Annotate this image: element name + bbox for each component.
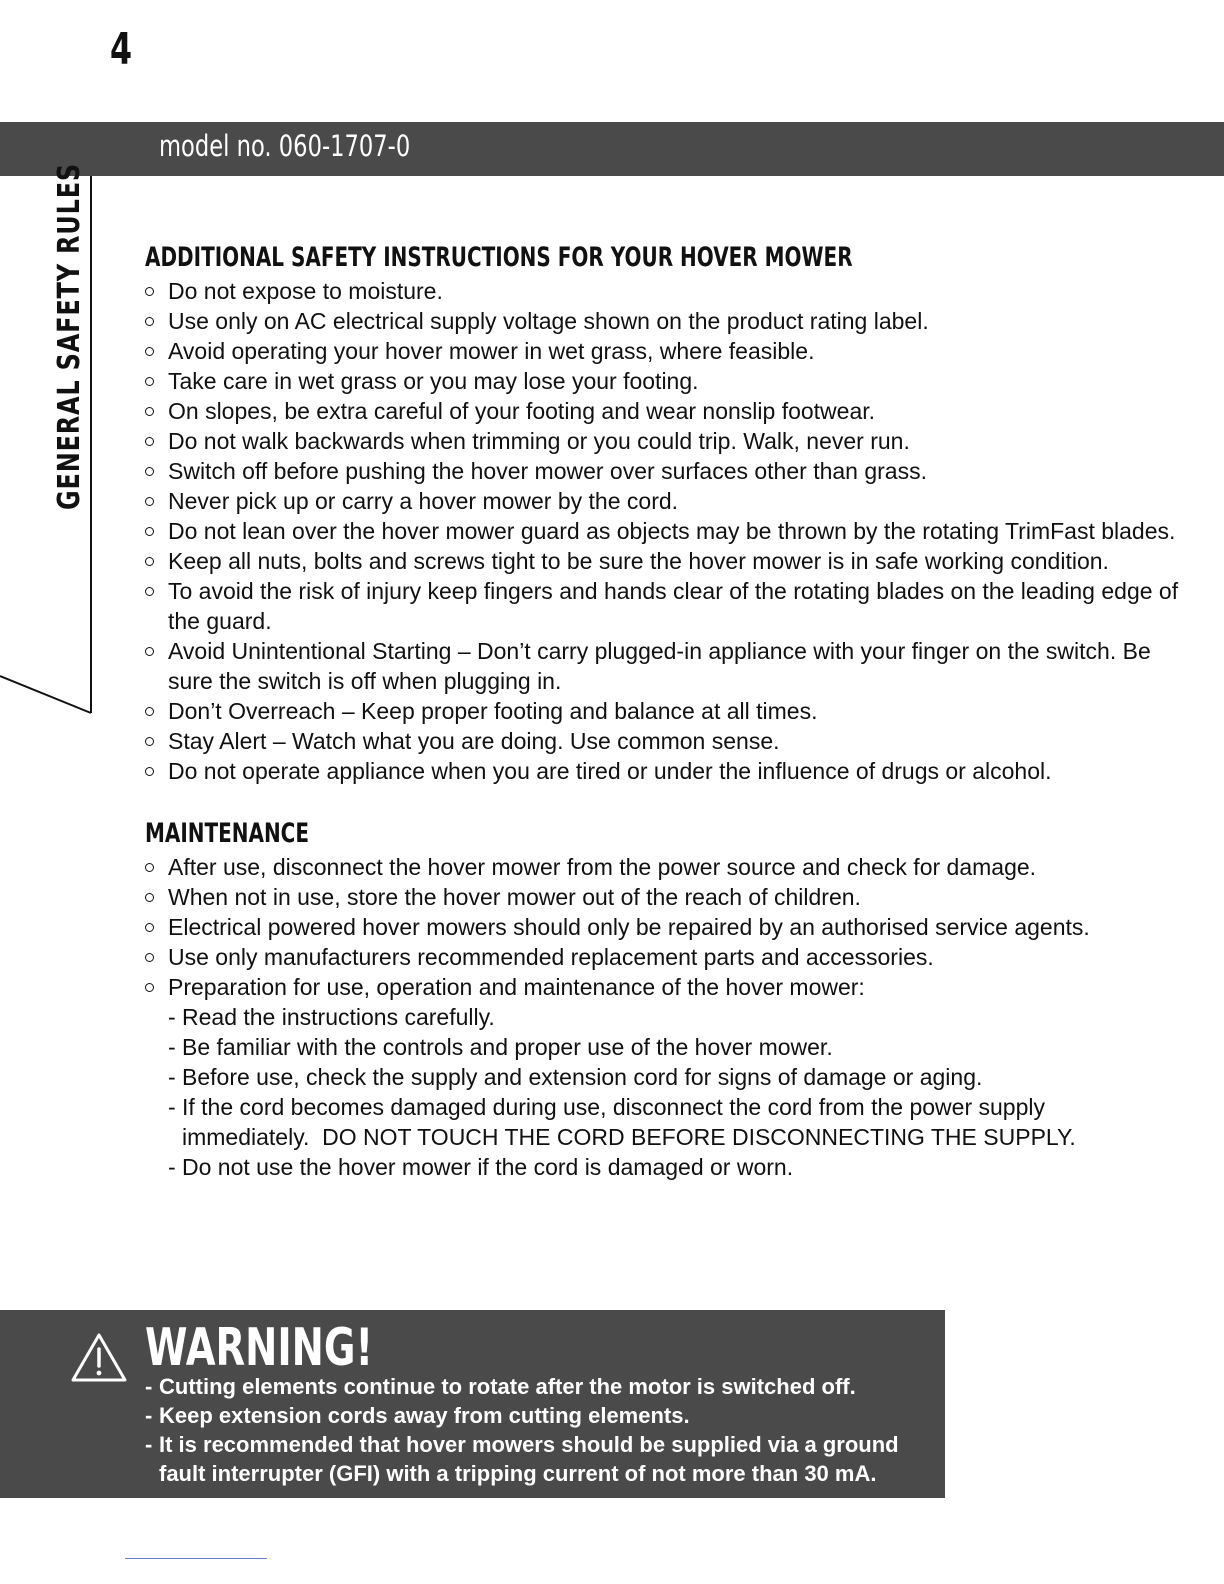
warning-item: - Cutting elements continue to rotate after the motor is switched off. — [145, 1372, 935, 1401]
sub-list-item: - Before use, check the supply and extension cord for signs of damage or aging. — [168, 1062, 1185, 1092]
sub-list-item: - Do not use the hover mower if the cord is damaged or worn. — [168, 1152, 1185, 1182]
list-item: Stay Alert – Watch what you are doing. Use common sense. — [145, 726, 1185, 756]
maintenance-list — [145, 852, 1185, 1002]
warning-item: - Keep extension cords away from cutting elements. — [145, 1401, 935, 1430]
list-item: After use, disconnect the hover mower from the power source and check for damage. — [145, 852, 1185, 882]
list-item: Use only on AC electrical supply voltage shown on the product rating label. — [145, 306, 1185, 336]
side-tab-label: GENERAL SAFETY RULES — [52, 163, 87, 510]
warning-item: - It is recommended that hover mowers should be supplied via a ground fault interrupter (GFI) with a tripping current of not more than 30 mA. — [145, 1430, 935, 1488]
list-item: On slopes, be extra careful of your footing and wear nonslip footwear. — [145, 396, 1185, 426]
main-content — [145, 240, 1185, 1182]
list-item: Keep all nuts, bolts and screws tight to be sure the hover mower is in safe working condition. — [145, 546, 1185, 576]
warning-title: WARNING! — [145, 1318, 373, 1378]
sub-list-item-text: If the cord becomes damaged during use, disconnect the cord from the power supply immediately. — [182, 1094, 1045, 1150]
sub-list-item-emphasis: DO NOT TOUCH THE CORD BEFORE DISCONNECTING THE SUPPLY. — [322, 1124, 1076, 1150]
list-item: Use only manufacturers recommended replacement parts and accessories. — [145, 942, 1185, 972]
list-item: Switch off before pushing the hover mower over surfaces other than grass. — [145, 456, 1185, 486]
list-item: Electrical powered hover mowers should only be repaired by an authorised service agents. — [145, 912, 1185, 942]
list-item: Do not walk backwards when trimming or you could trip. Walk, never run. — [145, 426, 1185, 456]
maintenance-section-title: MAINTENANCE — [145, 818, 310, 849]
list-item: Avoid Unintentional Starting – Don’t carry plugged-in appliance with your finger on the switch. Be sure the switch is off when plugging in. — [145, 636, 1185, 696]
list-item: Avoid operating your hover mower in wet grass, where feasible. — [145, 336, 1185, 366]
sub-list-item: - Be familiar with the controls and proper use of the hover mower. — [168, 1032, 1185, 1062]
sub-list-item: - Read the instructions carefully. — [168, 1002, 1185, 1032]
list-item: Do not lean over the hover mower guard as objects may be thrown by the rotating TrimFast blades. — [145, 516, 1185, 546]
warning-list — [145, 1372, 935, 1488]
page-number: 4 — [110, 24, 133, 75]
safety-list — [145, 276, 1185, 786]
list-item: Do not expose to moisture. — [145, 276, 1185, 306]
list-item: To avoid the risk of injury keep fingers and hands clear of the rotating blades on the leading edge of the guard. — [145, 576, 1185, 636]
list-item: When not in use, store the hover mower out of the reach of children. — [145, 882, 1185, 912]
list-item: Take care in wet grass or you may lose your footing. — [145, 366, 1185, 396]
model-number: model no. 060-1707-0 — [159, 129, 411, 163]
list-item: Preparation for use, operation and maintenance of the hover mower: — [145, 972, 1185, 1002]
maintenance-sub-list — [145, 1002, 1185, 1182]
warning-triangle-icon — [70, 1332, 128, 1384]
bottom-rule — [125, 1558, 267, 1559]
list-item: Never pick up or carry a hover mower by the cord. — [145, 486, 1185, 516]
list-item: Do not operate appliance when you are tired or under the influence of drugs or alcohol. — [145, 756, 1185, 786]
model-header-bar — [0, 122, 1224, 176]
safety-section-title: ADDITIONAL SAFETY INSTRUCTIONS FOR YOUR HOVER MOWER — [145, 242, 853, 273]
sub-list-item — [168, 1092, 1185, 1152]
list-item: Don’t Overreach – Keep proper footing and balance at all times. — [145, 696, 1185, 726]
warning-box — [0, 1310, 945, 1498]
